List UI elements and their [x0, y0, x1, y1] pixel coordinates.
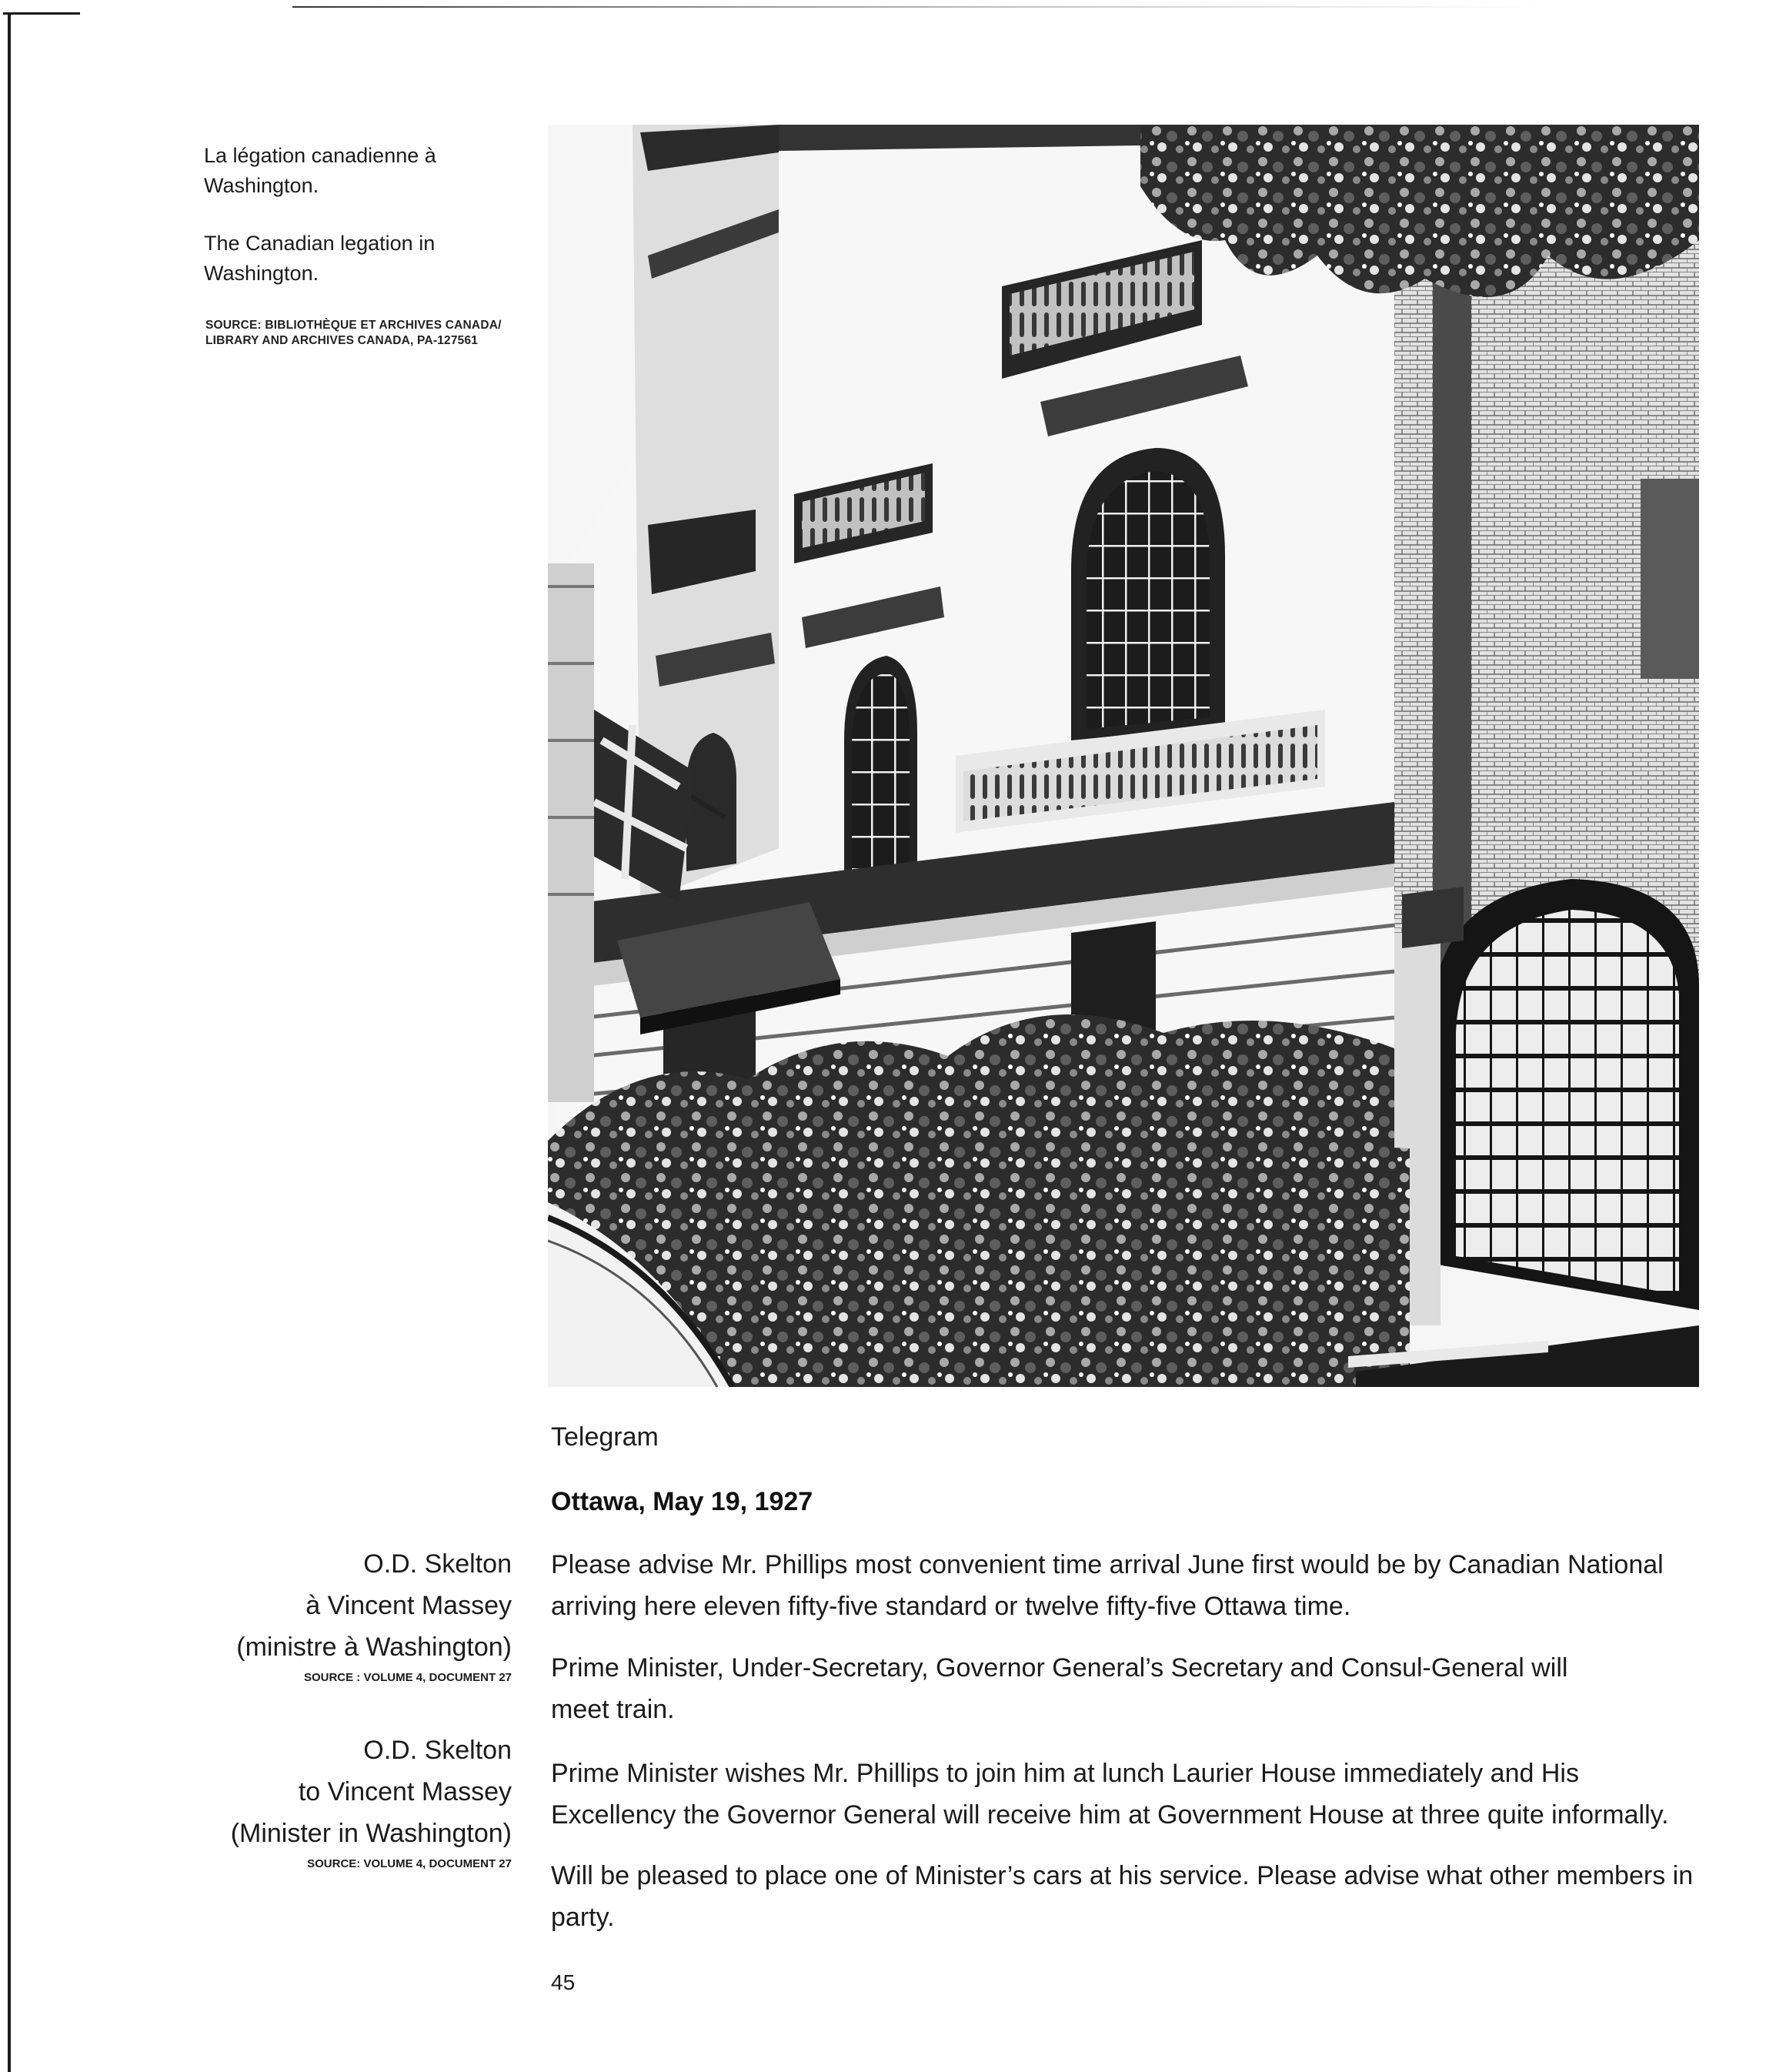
attribution-french	[236, 1543, 512, 1686]
telegram-paragraph-3: Prime Minister wishes Mr. Phillips to join him at lunch Laurier House immediately and His Excellency the Governor General will receive him at Government House at three quite informally.	[551, 1759, 1669, 1830]
photo-caption-french: La légation canadienne à Washington.	[204, 144, 436, 197]
telegram-paragraph-1: Please advise Mr. Phillips most convenient time arrival June first would be by Canadian National arriving here eleven fifty-five standard or twelve fifty-five Ottawa time.	[551, 1550, 1664, 1621]
attribution-author: O.D. Skelton	[363, 1736, 512, 1765]
attribution-role: (ministre à Washington)	[236, 1633, 512, 1662]
attribution-recipient: à Vincent Massey	[305, 1591, 512, 1620]
corner-mark	[3, 12, 80, 15]
attribution-source: SOURCE: VOLUME 4, DOCUMENT 27	[307, 1857, 512, 1870]
attribution-role: (Minister in Washington)	[230, 1819, 512, 1848]
page-edge-shadow	[8, 12, 11, 2072]
attribution-source: SOURCE : VOLUME 4, DOCUMENT 27	[303, 1671, 512, 1684]
document-place-date: Ottawa, May 19, 1927	[551, 1487, 813, 1516]
attribution-author: O.D. Skelton	[363, 1549, 512, 1579]
photo-caption-english: The Canadian legation in Washington.	[204, 232, 436, 285]
top-rule	[292, 6, 1539, 8]
document-type: Telegram	[551, 1422, 659, 1452]
photo-caption-source: SOURCE: BIBLIOTHÈQUE ET ARCHIVES CANADA/ LIBRARY AND ARCHIVES CANADA, PA-127561	[205, 319, 502, 347]
page-number: 45	[551, 1970, 576, 1994]
telegram-paragraph-2: Prime Minister, Under-Secretary, Governor General’s Secretary and Consul-General will meet train.	[551, 1653, 1568, 1724]
legation-building-photo	[548, 125, 1699, 1387]
attribution-recipient: to Vincent Massey	[298, 1777, 512, 1806]
attribution-english	[231, 1729, 512, 1873]
telegram-paragraph-4: Will be pleased to place one of Minister’s cars at his service. Please advise what other members in party.	[551, 1861, 1694, 1932]
